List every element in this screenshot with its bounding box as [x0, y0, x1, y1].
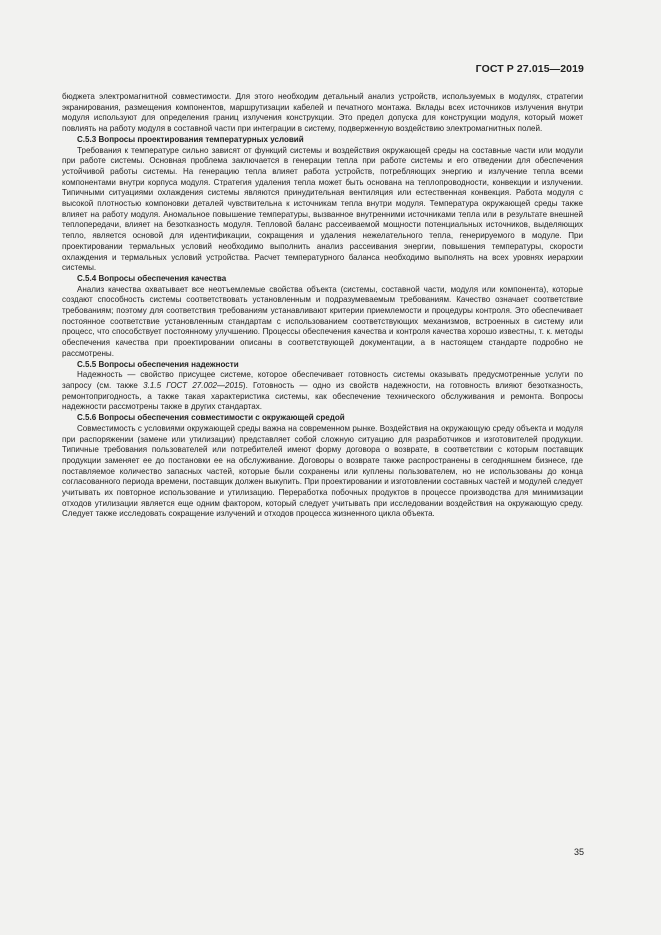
document-id: ГОСТ Р 27.015—2019	[475, 63, 584, 75]
standard-reference: 3.1.5 ГОСТ 27.002—2015	[143, 380, 243, 390]
section-heading: С.5.4 Вопросы обеспечения качества	[77, 273, 227, 283]
paragraph: Требования к температуре сильно зависят от функций системы и воздействия окружающей среды на составные части или модули при работе системы. Основная проблема заключается в генерации тепла при работе системы и его отведении для обеспечения устойчивой работы системы. На генерацию тепла влияет работа устройств, потребляющих энергию и излучение тепла всеми компонентами внутри корпуса модуля. Стратегия удаления тепла может быть основана на теплопроводности, конвекции и излучении. Типичными ситуациями охлаждения системы являются принудительная вентиляция или естественная конвекция. Работа модуля с высокой плотностью компоновки деталей чувствительна к источникам тепла внутри модуля. Температура окружающей среды также влияет на работу модуля. Аномальное повышение температуры, вызванное внутренними источниками тепла или в результате внешней теплопередачи, влияет на безотказность модуля. Тепловой баланс рассеиваемой мощности потенциальных источников, выделяющих тепло, является основой для идентификации, сокращения и удаления нежелательного тепла, генерируемого в модуле. При проектировании термальных условий необходимо выполнить анализ рассеивания энергии, повышения температуры, скорости охлаждения и термальных условий устройства. Расчет температурного баланса необходимо выполнять на всех уровнях иерархии системы.	[62, 145, 583, 273]
section-heading: С.5.6 Вопросы обеспечения совместимости с окружающей средой	[77, 413, 345, 423]
paragraph: бюджета электромагнитной совместимости. Для этого необходим детальный анализ устройств, используемых в модулях, стратегии экранирования, размещения компонентов, маршрутизации кабелей и печатного монтажа. Вклады всех источников излучения внутри модуля используют для определения границ излучения конструкции. Это предел допуска для конструкции модуля, который может повлиять на работу модуля в составной части при интеграции в систему, подверженную воздействию электромагнитных полей.	[62, 92, 583, 134]
paragraph: Анализ качества охватывает все неотъемлемые свойства объекта (системы, составной части, модуля или компонента), которые создают способность системы соответствовать установленным и подразумеваемым требованиям. Качество означает соответствие требованиям; поэтому для соответствия требованиям устанавливают критерии приемлемости и процедуры контроля. Это обеспечивает постоянное соответствие установленным стандартам с использованием соответствующих механизмов, встроенных в систему или процесс, что способствует постоянному улучшению. Процессы обеспечения качества и контроля качества хорошо известны, т. к. методы обеспечения качества при проектировании описаны в соответствующей документации, а в настоящем стандарте подробно не рассмотрены.	[62, 284, 583, 358]
paragraph-text: ). Готовность — одно из свойств надежности, на готовность влияют безотказность, ремонтопригодность, а также такая характеристика системы, как обеспечение технического обслуживания и ремонта. Вопросы надежности рассмотрены также в других стандартах.	[62, 380, 583, 412]
document-body	[62, 92, 583, 520]
section-heading: С.5.3 Вопросы проектирования температурных условий	[77, 134, 304, 144]
section-heading: С.5.5 Вопросы обеспечения надежности	[77, 359, 239, 369]
paragraph	[62, 370, 583, 413]
page-number: 35	[573, 847, 584, 857]
paragraph-text: Надежность — свойство присущее системе, которое обеспечивает готовность системы оказывать предусмотренные услуги по запросу (см. также	[62, 370, 583, 390]
paragraph: Совместимость с условиями окружающей среды важна на современном рынке. Воздействия на окружающую среду объекта и модуля при распоряжении (замене или утилизации) представляет собой сложную ситуацию для разработчиков и изготовителей продукции. Типичные требования пользователей или потребителей имеют форму договора о возврате, в соответствии с которым поставщик продукции заменяет ее до постановки ее на обслуживание. Договоры о возврате также распространены в сегодняшнем бизнесе, где поставляемое количество запасных частей, которые были сохранены или куплены пользователем, но не использованы до конца согласованного периода времени, поставщик должен выкупить. При проектировании и изготовлении составных частей и модулей следует учитывать их повторное использование и утилизацию. Переработка побочных продуктов в процессе производства для минимизации отходов утилизации является еще одним фактором, который следует учитывать при исследовании воздействия на окружающую среду. Следует также исследовать сокращение излучений и отходов процесса жизненного цикла объекта.	[62, 423, 583, 519]
